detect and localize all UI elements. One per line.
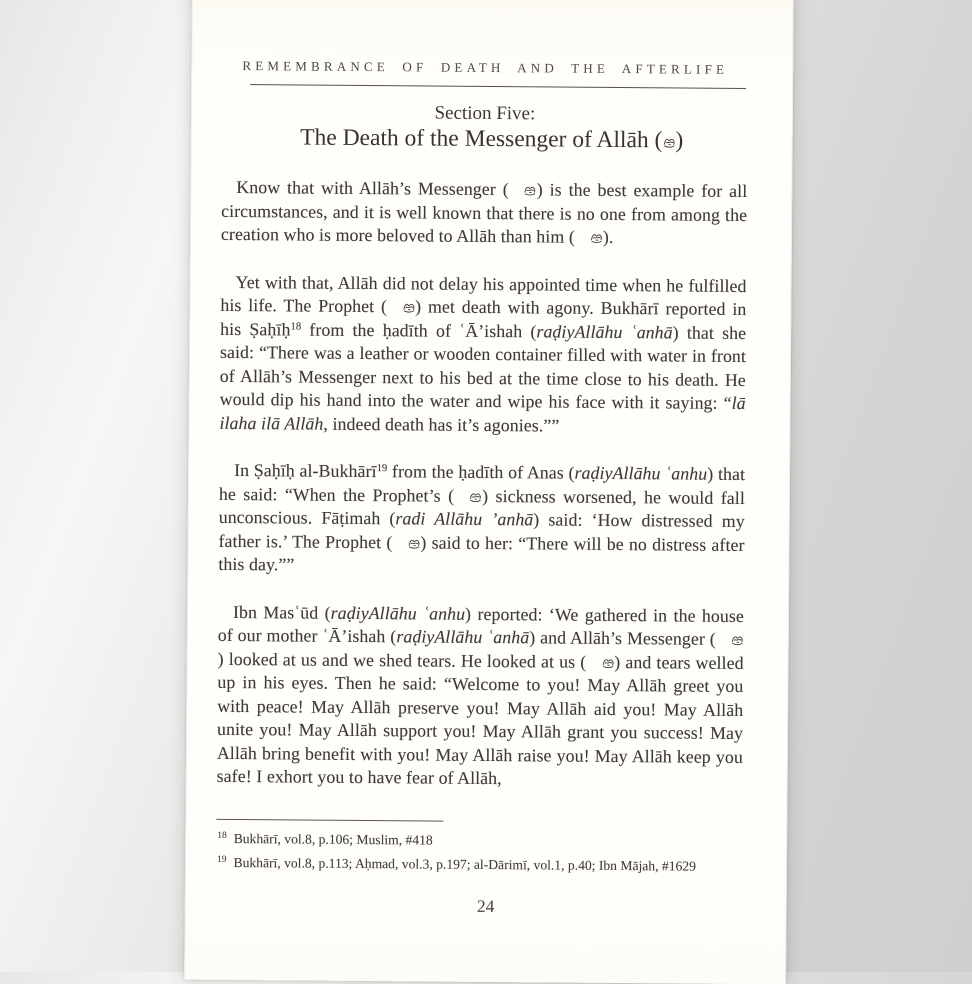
page-title: The Death of the Messenger of Allāh ( ) [300,124,684,154]
saws-honorific-icon [716,634,744,646]
footnote-rule [216,819,443,822]
section-label: Section Five: [434,102,536,125]
footnote-text: Bukhārī, vol.8, p.113; Aḥmad, vol.3, p.197; al-Dārimī, vol.1, p.40; Ibn Mājah, #1629 [233,854,696,874]
footnotes [216,826,764,877]
footnote-number: 19 [217,854,227,865]
saws-honorific-icon [575,232,603,244]
paragraph-3: In Ṣaḥīḥ al-Bukhārī$^{19}$ from the ḥadīth of Anas (raḍiyAllāhu ʿanhu) that he said: “When the Prophet’s ( ) sickness worsened, he would fall unconscious. Fāṭimah (radi Allāhu ’anhā) said: ‘How distressed my father is.’ The Prophet ( ) said to her: “There will be no distress after this day.”” [218,459,746,575]
header-rule [250,84,746,89]
running-header: REMEMBRANCE OF DEATH AND THE AFTERLIFE [242,58,729,77]
saws-honorific-icon [392,537,420,549]
saws-honorific-icon [454,490,482,502]
footnote-19 [216,849,764,877]
footnote-text: Bukhārī, vol.8, p.106; Muslim, #418 [233,831,433,848]
saws-honorific-icon [662,136,675,148]
paragraph-4: Ibn Masʿūd (raḍiyAllāhu ʿanhu) reported: ‘We gathered in the house of our mother ʿĀ’ishah (raḍiyAllāhu ʿanhā) and Allāh’s Messenger () looked at us and we shed tears. He looked at us ( ) and tears welled up in his eyes. Then he said: “Welcome to you! May Allāh greet you with peace! May Allāh preserve you! May Allāh aid you! May Allāh unite you! May Allāh support you! May Allāh grant you success! May Allāh bring benefit with you! May Allāh raise you! May Allāh keep you safe! I exhort you to have fear of Allāh, [216,601,745,789]
saws-honorific-icon [509,184,537,196]
paragraph-1: Know that with Allāh’s Messenger ( ) is the best example for all circumstances, and it is well known that there is no one from among the creation who is more beloved to Allāh than him ( ). [220,177,748,247]
paragraph-2: Yet with that, Allāh did not delay his appointed time when he fulfilled his life. The Prophet ( ) met death with agony. Bukhārī reported in his Ṣaḥīḥ$^{18}$ from the ḥadīth of ʿĀ’ishah (raḍiyAllāhu ʿanhā) that she said: “There was a leather or wooden container filled with water in front of Allāh’s Messenger next to his bed at the time close to his death. He would dip his hand into the water and wipe his face with it saying: “lā ilaha ilā Allāh, indeed death has it’s agonies.”” [219,271,747,436]
book-page [184,0,794,984]
body-text [217,176,748,793]
page-number: 24 [476,895,495,917]
footnote-number: 18 [217,830,227,841]
saws-honorific-icon [586,656,614,668]
saws-honorific-icon [387,301,415,313]
